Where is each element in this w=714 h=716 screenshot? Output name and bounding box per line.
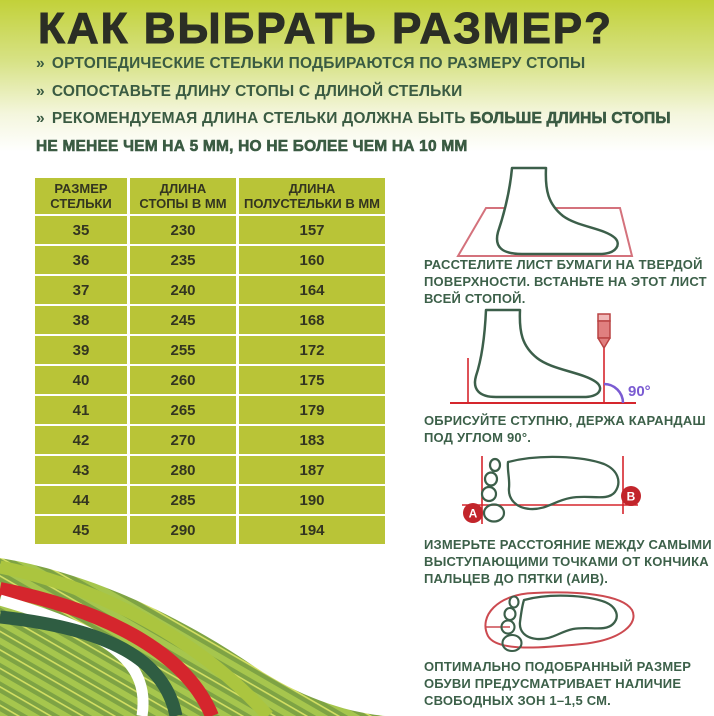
- point-a-badge: А: [468, 506, 478, 521]
- bullet-item: [36, 50, 686, 78]
- table-cell: 168: [239, 306, 385, 334]
- table-row: [35, 216, 385, 244]
- bullet-item: [36, 78, 686, 106]
- step-text-4: ОПТИМАЛЬНО ПОДОБРАННЫЙ РАЗМЕР ОБУВИ ПРЕДУСМАТРИВАЕТ НАЛИЧИЕ СВОБОДНЫХ ЗОН 1–1,5 СМ.: [424, 659, 692, 708]
- table-cell: 37: [35, 276, 127, 304]
- bullet-marker: »: [36, 55, 45, 72]
- angle-label: 90°: [628, 383, 651, 400]
- step-text-3: ИЗМЕРЬТЕ РАССТОЯНИЕ МЕЖДУ САМЫМИ ВЫСТУПАЮЩИМИ ТОЧКАМИ ОТ КОНЧИКА ПАЛЬЦЕВ ДО ПЯТКИ (АИВ).: [424, 537, 712, 586]
- page-title: КАК ВЫБРАТЬ РАЗМЕР?: [38, 4, 614, 53]
- bullet-marker: »: [36, 110, 45, 127]
- table-cell: 45: [35, 516, 127, 544]
- bullet-item: [36, 105, 686, 160]
- table-row: [35, 426, 385, 454]
- table-cell: 40: [35, 366, 127, 394]
- table-row: [35, 246, 385, 274]
- table-cell: 183: [239, 426, 385, 454]
- table-cell: 175: [239, 366, 385, 394]
- table-cell: 164: [239, 276, 385, 304]
- decorative-waves: [0, 545, 430, 716]
- size-table: [32, 176, 388, 546]
- table-cell: 285: [130, 486, 236, 514]
- table-cell: 187: [239, 456, 385, 484]
- table-cell: 260: [130, 366, 236, 394]
- foot-pencil-90deg-icon: [424, 306, 712, 416]
- table-cell: 39: [35, 336, 127, 364]
- table-row: [35, 276, 385, 304]
- table-cell: 157: [239, 216, 385, 244]
- bullet-bold-text: БОЛЬШЕ ДЛИНЫ СТОПЫ НЕ МЕНЕЕ ЧЕМ НА 5 ММ, НО НЕ БОЛЕЕ ЧЕМ НА 10 ММ: [36, 110, 671, 155]
- table-cell: 179: [239, 396, 385, 424]
- table-cell: 240: [130, 276, 236, 304]
- table-row: [35, 396, 385, 424]
- table-row: [35, 366, 385, 394]
- table-cell: 41: [35, 396, 127, 424]
- foot-on-paper-icon: [424, 164, 712, 260]
- table-cell: 245: [130, 306, 236, 334]
- table-cell: 42: [35, 426, 127, 454]
- table-cell: 230: [130, 216, 236, 244]
- table-cell: 160: [239, 246, 385, 274]
- footprint-measure-ab-icon: [424, 452, 712, 534]
- table-cell: 265: [130, 396, 236, 424]
- point-b-badge: В: [626, 489, 636, 504]
- table-row: [35, 486, 385, 514]
- table-cell: 190: [239, 486, 385, 514]
- table-row: [35, 516, 385, 544]
- table-cell: 280: [130, 456, 236, 484]
- bullet-text: СОПОСТАВЬТЕ ДЛИНУ СТОПЫ С ДЛИНОЙ СТЕЛЬКИ: [51, 82, 463, 100]
- bullet-marker: »: [36, 82, 45, 100]
- table-cell: 290: [130, 516, 236, 544]
- table-cell: 255: [130, 336, 236, 364]
- table-row: [35, 456, 385, 484]
- table-cell: 35: [35, 216, 127, 244]
- table-cell: 235: [130, 246, 236, 274]
- table-row: [35, 336, 385, 364]
- table-cell: 43: [35, 456, 127, 484]
- table-body: [35, 216, 385, 544]
- table-cell: 44: [35, 486, 127, 514]
- column-header-insole-size: РАЗМЕР СТЕЛЬКИ: [35, 178, 127, 214]
- table-cell: 270: [130, 426, 236, 454]
- bullet-text: ОРТОПЕДИЧЕСКИЕ СТЕЛЬКИ ПОДБИРАЮТСЯ ПО РАЗМЕРУ СТОПЫ: [51, 55, 586, 72]
- table-cell: 36: [35, 246, 127, 274]
- table-cell: 194: [239, 516, 385, 544]
- table-cell: 172: [239, 336, 385, 364]
- bullet-list: [36, 50, 686, 160]
- step-text-1: РАССТЕЛИТЕ ЛИСТ БУМАГИ НА ТВЕРДОЙ ПОВЕРХНОСТИ. ВСТАНЬТЕ НА ЭТОТ ЛИСТ ВСЕЙ СТОПОЙ.: [424, 257, 707, 306]
- step-text-2: ОБРИСУЙТЕ СТУПНЮ, ДЕРЖА КАРАНДАШ ПОД УГЛОМ 90°.: [424, 413, 706, 445]
- footprint-in-insole-icon: [424, 588, 712, 656]
- table-cell: 38: [35, 306, 127, 334]
- bullet-text: РЕКОМЕНДУЕМАЯ ДЛИНА СТЕЛЬКИ ДОЛЖНА БЫТЬ: [51, 110, 471, 127]
- column-header-halfinsole-length: ДЛИНА ПОЛУСТЕЛЬКИ В ММ: [239, 178, 385, 214]
- table-header-row: [35, 178, 385, 214]
- table-row: [35, 306, 385, 334]
- column-header-foot-length: ДЛИНА СТОПЫ В ММ: [130, 178, 236, 214]
